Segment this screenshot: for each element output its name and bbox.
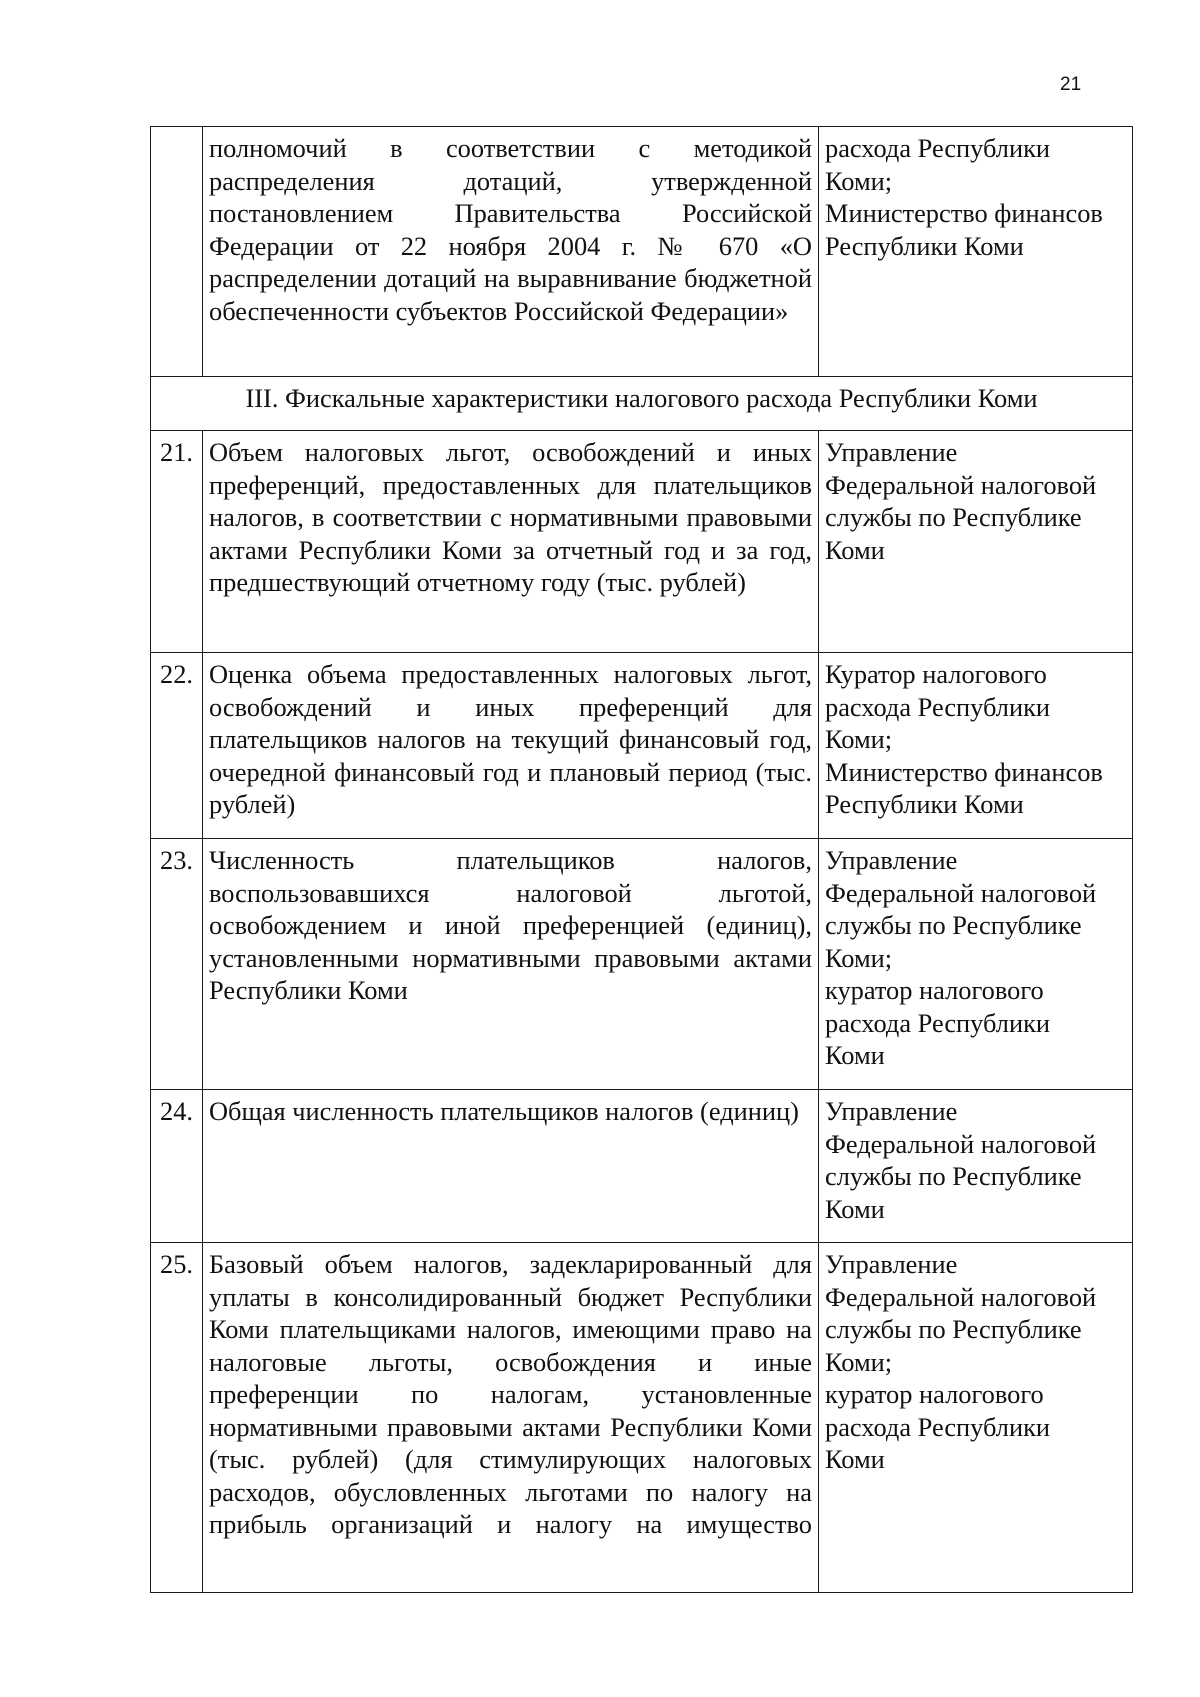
row-responsible-cell: Управление Федеральной налоговой службы по Республике Коми — [819, 431, 1133, 653]
row-number-cell: 21. — [151, 431, 203, 653]
row-responsible-cell: Куратор налогового расхода Республики Коми; Министерство финансов Республики Коми — [819, 653, 1133, 839]
row-responsible-cell: Управление Федеральной налоговой службы по Республике Коми — [819, 1090, 1133, 1243]
row-description-cell: Оценка объема предоставленных налоговых льгот, освобождений и иных преференций для плательщиков налогов на текущий финансовый год, очередной финансовый год и плановый период (тыс. рублей) — [203, 653, 819, 839]
table-row-continuation — [151, 127, 1133, 377]
table-row-21 — [151, 431, 1133, 653]
table-row-23 — [151, 839, 1133, 1090]
table-row-22 — [151, 653, 1133, 839]
row-number-cell — [151, 127, 203, 377]
table-row-25 — [151, 1243, 1133, 1593]
section-header: III. Фискальные характеристики налогового расхода Республики Коми — [151, 377, 1133, 431]
row-description-cell: Базовый объем налогов, задекларированный для уплаты в консолидированный бюджет Республики Коми плательщиками налогов, имеющими право на налоговые льготы, освобождения и иные преференции по налогам, установленные нормативными правовыми актами Республики Коми (тыс. рублей) (для стимулирующих налоговых расходов, обусловленных льготами по налогу на прибыль организаций и налогу на имущество — [203, 1243, 819, 1593]
table-row-24 — [151, 1090, 1133, 1243]
row-number-cell: 23. — [151, 839, 203, 1090]
row-description-cell: Объем налоговых льгот, освобождений и иных преференций, предоставленных для плательщиков налогов, в соответствии с нормативными правовыми актами Республики Коми за отчетный год и за год, предшествующий отчетному году (тыс. рублей) — [203, 431, 819, 653]
fiscal-characteristics-table — [150, 126, 1133, 1593]
page-number: 21 — [1060, 74, 1082, 95]
row-description-cell: полномочий в соответствии с методикой распределения дотаций, утвержденной постановлением Правительства Российской Федерации от 22 ноября 2004 г. № 670 «О распределении дотаций на выравнивание бюджетной обеспеченности субъектов Российской Федерации» — [203, 127, 819, 377]
section-header-row — [151, 377, 1133, 431]
row-description-cell: Численность плательщиков налогов, воспользовавшихся налоговой льготой, освобождением и иной преференцией (единиц), установленными нормативными правовыми актами Республики Коми — [203, 839, 819, 1090]
row-number-cell: 22. — [151, 653, 203, 839]
row-responsible-cell: Управление Федеральной налоговой службы по Республике Коми; куратор налогового расхода Республики Коми — [819, 1243, 1133, 1593]
row-number-cell: 24. — [151, 1090, 203, 1243]
row-responsible-cell: расхода Республики Коми; Министерство финансов Республики Коми — [819, 127, 1133, 377]
row-description-cell: Общая численность плательщиков налогов (единиц) — [203, 1090, 819, 1243]
row-number-cell: 25. — [151, 1243, 203, 1593]
row-responsible-cell: Управление Федеральной налоговой службы по Республике Коми; куратор налогового расхода Республики Коми — [819, 839, 1133, 1090]
